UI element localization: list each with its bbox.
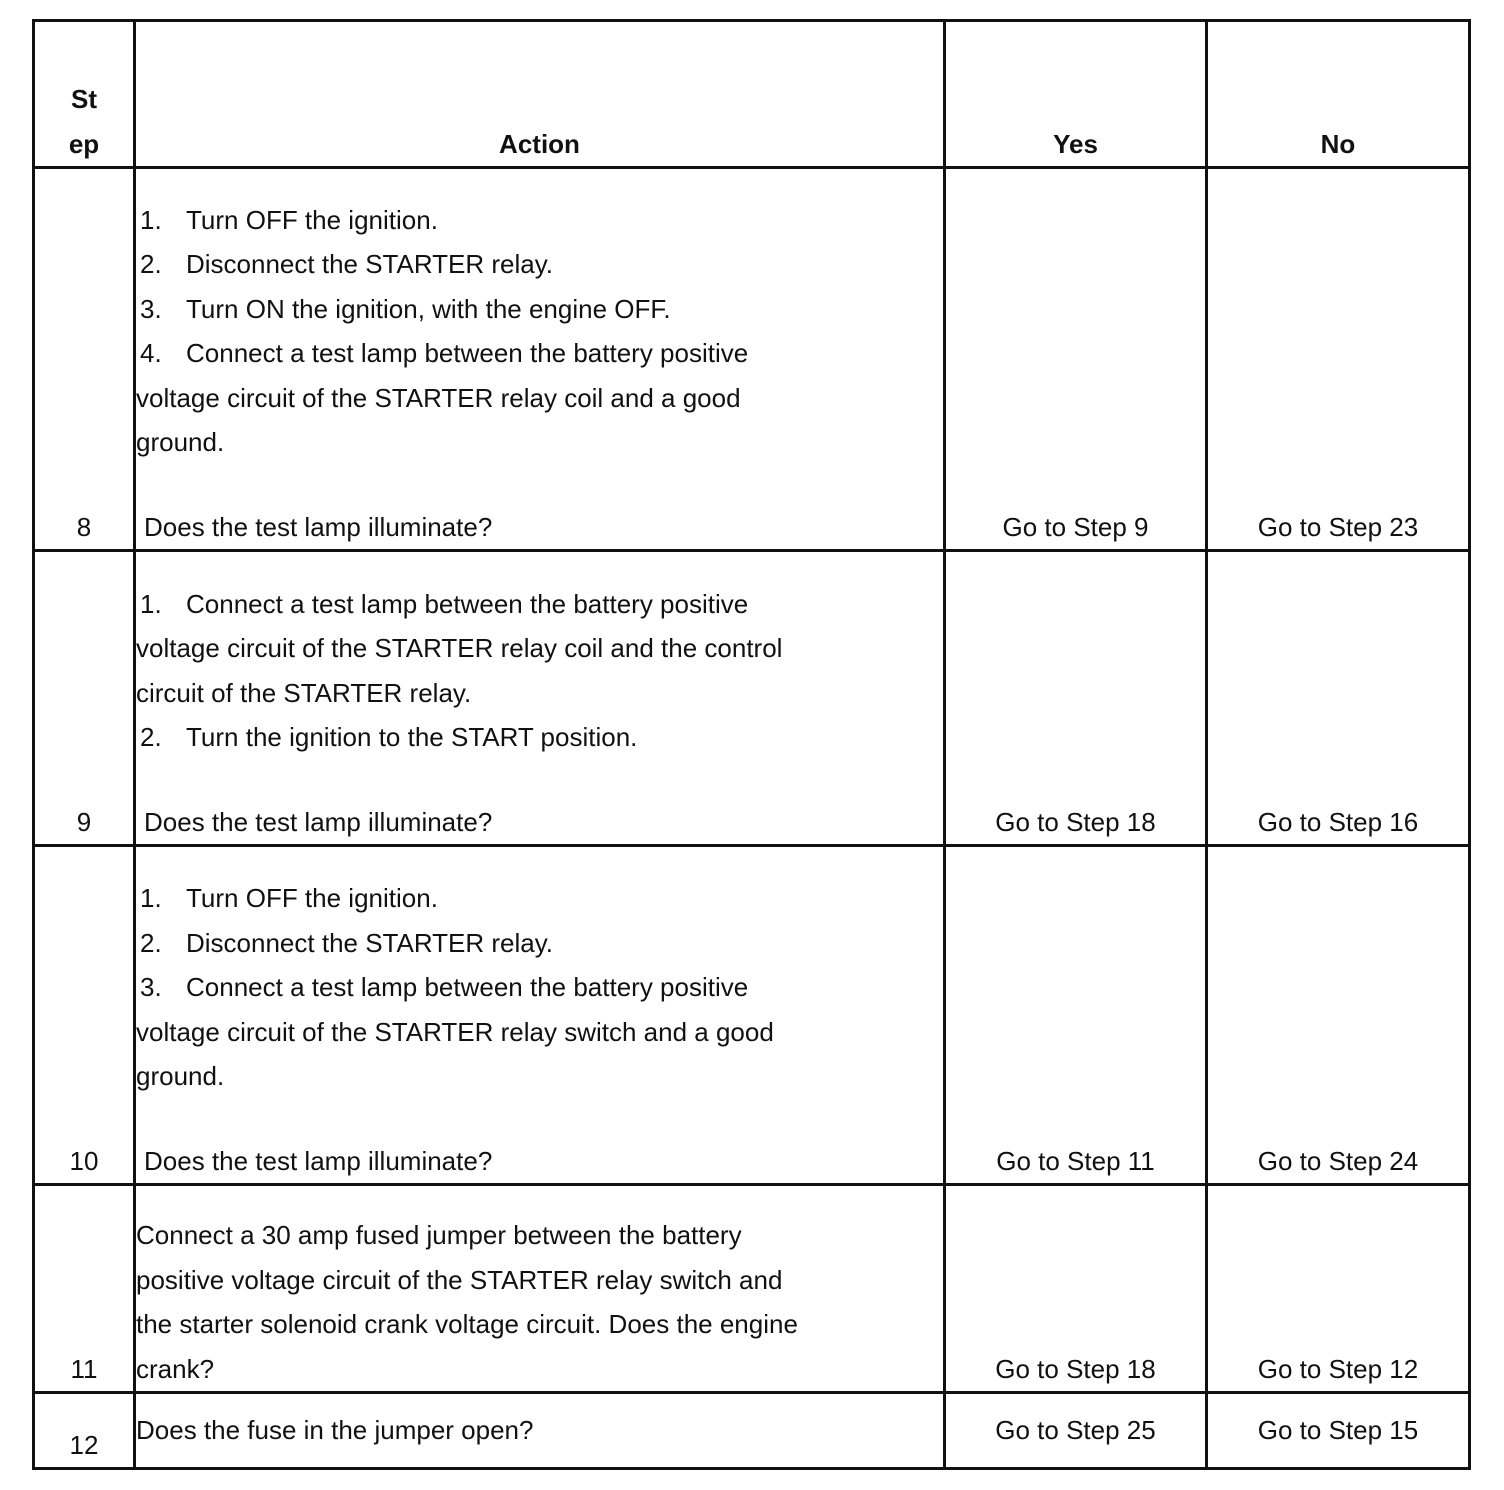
- yes-cell: Go to Step 25: [945, 1393, 1207, 1469]
- step-number: 11: [34, 1185, 135, 1393]
- no-header: No: [1207, 21, 1470, 168]
- step-number: 12: [34, 1393, 135, 1469]
- item-text: Turn ON the ignition, with the engine OFF.: [186, 293, 671, 324]
- step-number: 8: [34, 168, 135, 551]
- item-text: Turn the ignition to the START position.: [186, 722, 638, 752]
- item-number: 3.: [140, 972, 162, 1002]
- step-header-line2: ep: [68, 128, 100, 159]
- header-row: [34, 21, 1470, 168]
- no-cell: Go to Step 16: [1207, 551, 1470, 846]
- item-number: 2.: [140, 722, 162, 752]
- yes-cell: Go to Step 18: [945, 1185, 1207, 1393]
- item-continuation: ground.: [136, 1061, 225, 1091]
- step-number: 9: [34, 551, 135, 846]
- item-continuation: voltage circuit of the STARTER relay coil and a good: [136, 382, 741, 413]
- list-item: [136, 876, 943, 921]
- question-text: Does the test lamp illuminate?: [144, 806, 493, 837]
- no-cell: Go to Step 12: [1207, 1185, 1470, 1393]
- action-line: Does the fuse in the jumper open?: [136, 1415, 534, 1446]
- item-number: 2.: [140, 927, 162, 958]
- list-item: [136, 287, 943, 332]
- action-cell: [135, 168, 945, 551]
- item-number: 1.: [140, 883, 162, 913]
- table-row: [34, 168, 1470, 551]
- list-item: [136, 331, 943, 376]
- list-item: [136, 582, 943, 627]
- item-text: Connect a test lamp between the battery positive: [186, 338, 749, 368]
- list-item: [136, 715, 943, 760]
- table-row: [34, 1185, 1470, 1393]
- yes-cell: Go to Step 11: [945, 846, 1207, 1185]
- action-line: crank?: [136, 1353, 215, 1384]
- item-number: 1.: [140, 204, 162, 235]
- item-text: Turn OFF the ignition.: [186, 883, 438, 913]
- item-text: Disconnect the STARTER relay.: [186, 249, 554, 279]
- table-row: [34, 846, 1470, 1185]
- item-number: 4.: [140, 338, 162, 368]
- action-line: Connect a 30 amp fused jumper between the battery: [136, 1220, 742, 1250]
- table-row: [34, 551, 1470, 846]
- action-cell: [135, 551, 945, 846]
- question-text: Does the test lamp illuminate?: [144, 511, 493, 542]
- yes-header: Yes: [945, 21, 1207, 168]
- step-header: [34, 21, 135, 168]
- yes-cell: Go to Step 9: [945, 168, 1207, 551]
- no-cell: Go to Step 23: [1207, 168, 1470, 551]
- action-cell: [135, 846, 945, 1185]
- item-number: 1.: [140, 588, 162, 619]
- item-text: Connect a test lamp between the battery positive: [186, 588, 749, 619]
- list-item: [136, 198, 943, 243]
- action-header: Action: [135, 21, 945, 168]
- item-continuation: ground.: [136, 427, 225, 457]
- no-cell: Go to Step 15: [1207, 1393, 1470, 1469]
- yes-cell: Go to Step 18: [945, 551, 1207, 846]
- item-number: 2.: [140, 249, 162, 279]
- action-line: positive voltage circuit of the STARTER relay switch and: [136, 1264, 783, 1295]
- list-item: [136, 242, 943, 287]
- step-header-line1: St: [71, 84, 97, 114]
- item-continuation: circuit of the STARTER relay.: [136, 677, 472, 708]
- item-number: 3.: [140, 293, 162, 324]
- list-item: [136, 921, 943, 966]
- question-text: Does the test lamp illuminate?: [144, 1145, 493, 1176]
- item-text: Turn OFF the ignition.: [186, 204, 438, 235]
- no-cell: Go to Step 24: [1207, 846, 1470, 1185]
- item-text: Connect a test lamp between the battery positive: [186, 972, 749, 1002]
- diagnostic-table: [32, 19, 1471, 1470]
- step-number: 10: [34, 846, 135, 1185]
- item-continuation: voltage circuit of the STARTER relay coil and the control: [136, 633, 783, 663]
- action-line: the starter solenoid crank voltage circuit. Does the engine: [136, 1309, 798, 1339]
- action-cell: [135, 1393, 945, 1469]
- table-row: [34, 1393, 1470, 1469]
- action-cell: [135, 1185, 945, 1393]
- item-continuation: voltage circuit of the STARTER relay switch and a good: [136, 1016, 774, 1047]
- item-text: Disconnect the STARTER relay.: [186, 927, 554, 958]
- list-item: [136, 965, 943, 1010]
